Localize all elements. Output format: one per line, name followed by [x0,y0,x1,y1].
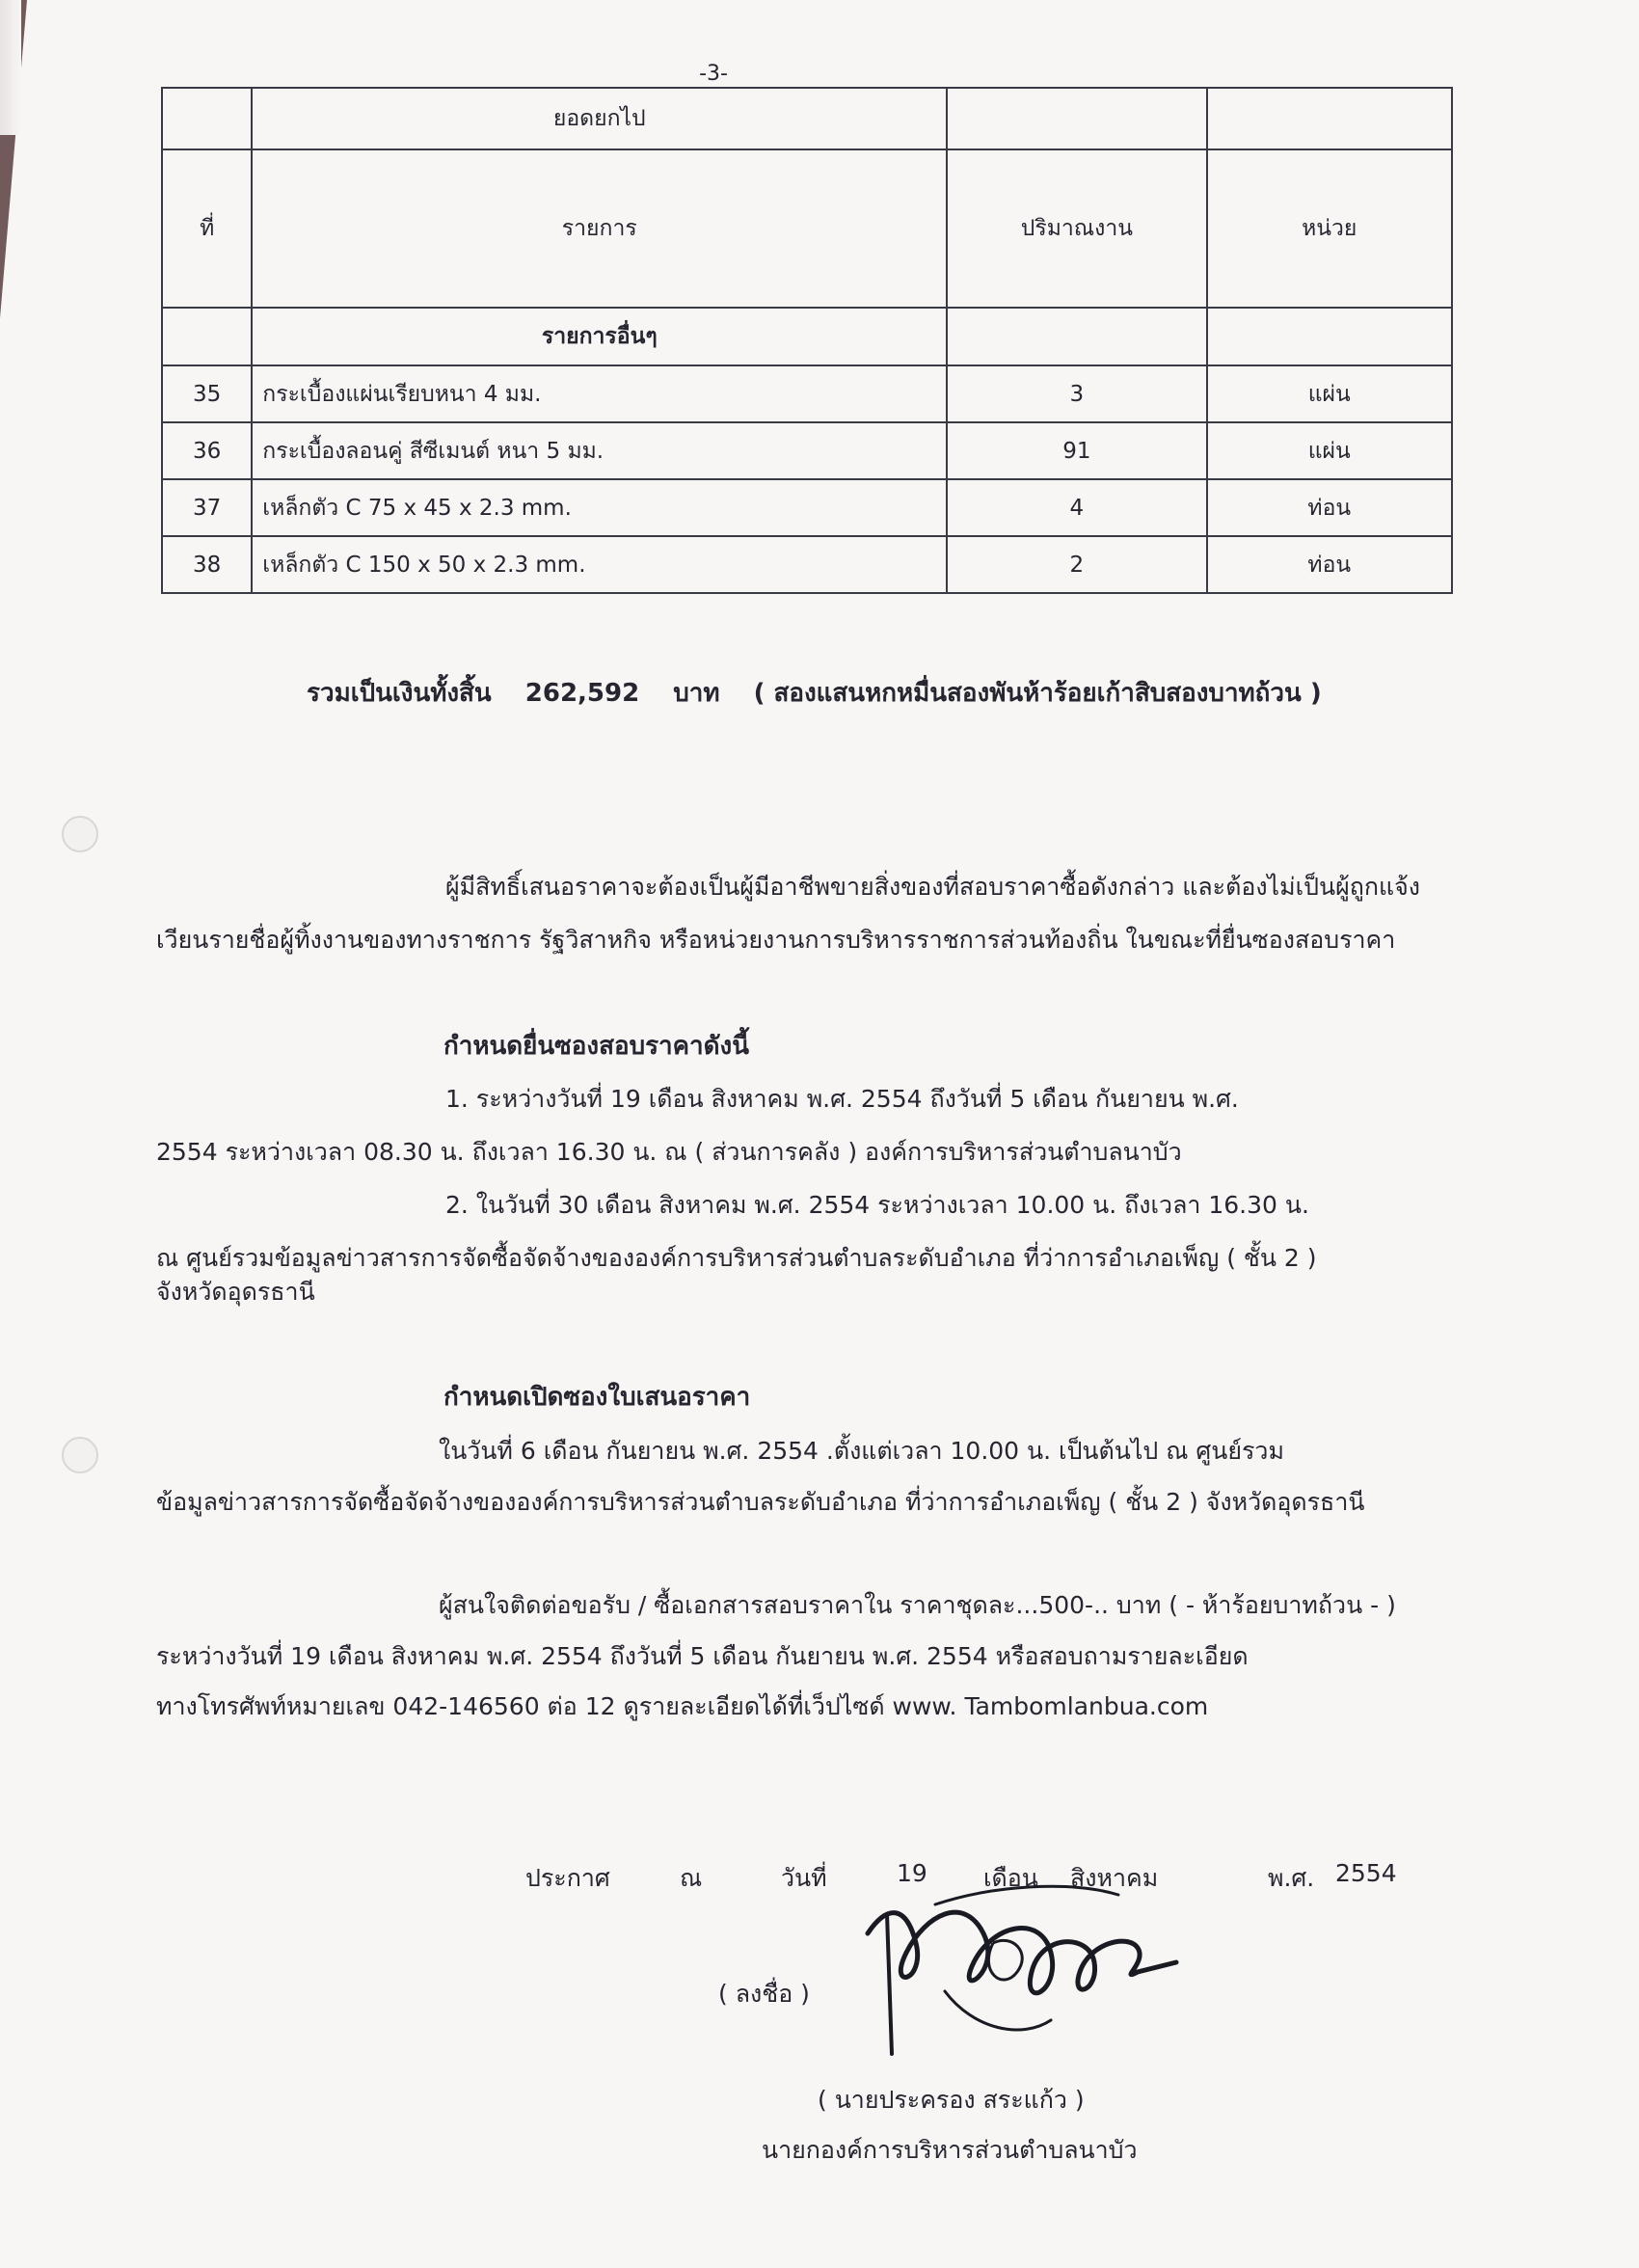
section-title: รายการอื่นๆ [252,308,947,365]
contact-line-1: ผู้สนใจติดต่อขอรับ / ซื้อเอกสารสอบราคาใน ราคาชุดละ...500-.. บาท ( - ห้าร้อยบาทถ้วน - ) [439,1591,1396,1619]
total-label: รวมเป็นเงินทั้งสิ้น [307,679,492,708]
row-item: กระเบื้องแผ่นเรียบหนา 4 มม. [252,365,947,422]
page-corner-highlight [0,0,21,135]
opening-heading: กำหนดเปิดซองใบเสนอราคา [443,1383,751,1412]
header-unit: หน่วย [1207,149,1452,308]
carry-forward-row [162,88,1452,149]
announcement-year-label: พ.ศ. [1268,1864,1315,1892]
row-no: 38 [162,536,252,593]
contact-line-2: ระหว่างวันที่ 19 เดือน สิงหาคม พ.ศ. 2554 ถึงวันที่ 5 เดือน กันยายน พ.ศ. 2554 หรือสอบถามรายละเอียด [156,1642,1249,1670]
submission-item2-line3: จังหวัดอุดรธานี [156,1278,315,1306]
submission-item1-line2: 2554 ระหว่างเวลา 08.30 น. ถึงเวลา 16.30 น. ณ ( ส่วนการคลัง ) องค์การบริหารส่วนตำบลนาบัว [156,1138,1182,1166]
header-no: ที่ [162,149,252,308]
row-no: 35 [162,365,252,422]
signatory-name: ( นายประครอง สระแก้ว ) [818,2086,1085,2114]
eligibility-line-1: ผู้มีสิทธิ์เสนอราคาจะต้องเป็นผู้มีอาชีพขายสิ่งของที่สอบราคาซื้อดังกล่าว และต้องไม่เป็นผู้ถูกแจ้ง [445,873,1420,901]
submission-item1-line1: 1. ระหว่างวันที่ 19 เดือน สิงหาคม พ.ศ. 2554 ถึงวันที่ 5 เดือน กันยายน พ.ศ. [445,1085,1239,1113]
header-item: รายการ [252,149,947,308]
announcement-date-label: วันที่ [781,1864,827,1892]
submission-item2-line2: ณ ศูนย์รวมข้อมูลข่าวสารการจัดซื้อจัดจ้างขององค์การบริหารส่วนตำบลระดับอำเภอ ที่ว่าการอำเภอเพ็ญ ( ชั้น 2 ) [156,1244,1317,1272]
submission-item2-line1: 2. ในวันที่ 30 เดือน สิงหาคม พ.ศ. 2554 ระหว่างเวลา 10.00 น. ถึงเวลา 16.30 น. [445,1191,1309,1219]
row-no: 37 [162,479,252,536]
total-currency: บาท [673,679,720,708]
row-unit: ท่อน [1207,479,1452,536]
row-item: กระเบื้องลอนคู่ สีซีเมนต์ หนา 5 มม. [252,422,947,479]
section-row [162,308,1452,365]
row-quantity: 91 [947,422,1206,479]
row-item: เหล็กตัว C 150 x 50 x 2.3 mm. [252,536,947,593]
carry-forward-label: ยอดยกไป [252,88,947,149]
signature-label: ( ลงชื่อ ) [718,1980,810,2008]
contact-line-3: ทางโทรศัพท์หมายเลข 042-146560 ต่อ 12 ดูรายละเอียดได้ที่เว็ปไซด์ www. Tambomlanbua.com [156,1692,1209,1720]
total-amount: 262,592 [524,679,640,708]
announcement-month-label: เดือน [983,1864,1038,1892]
row-quantity: 3 [947,365,1206,422]
signatory-position: นายกองค์การบริหารส่วนตำบลนาบัว [762,2136,1138,2164]
announcement-day: 19 [897,1859,927,1887]
row-quantity: 2 [947,536,1206,593]
row-quantity: 4 [947,479,1206,536]
table-row [162,365,1452,422]
total-in-words: ( สองแสนหกหมื่นสองพันห้าร้อยเก้าสิบสองบาทถ้วน ) [753,679,1322,708]
row-item: เหล็กตัว C 75 x 45 x 2.3 mm. [252,479,947,536]
opening-line-2: ข้อมูลข่าวสารการจัดซื้อจัดจ้างขององค์การบริหารส่วนตำบลระดับอำเภอ ที่ว่าการอำเภอเพ็ญ ( ชั้น 2 ) จังหวัดอุดรธานี [156,1488,1365,1516]
announcement-month: สิงหาคม [1070,1864,1159,1892]
punch-hole-bottom [62,1437,98,1473]
grand-total [307,673,1347,713]
announcement-at: ณ [680,1864,703,1892]
table-row [162,536,1452,593]
row-unit: ท่อน [1207,536,1452,593]
table-row [162,422,1452,479]
table-row [162,479,1452,536]
row-unit: แผ่น [1207,422,1452,479]
row-unit: แผ่น [1207,365,1452,422]
handwritten-signature [848,1876,1196,2059]
page-number: -3- [699,62,728,86]
announcement-year: 2554 [1335,1859,1397,1887]
opening-line-1: ในวันที่ 6 เดือน กันยายน พ.ศ. 2554 .ตั้งแต่เวลา 10.00 น. เป็นต้นไป ณ ศูนย์รวม [439,1437,1284,1465]
eligibility-line-2: เวียนรายชื่อผู้ทิ้งงานของทางราชการ รัฐวิสาหกิจ หรือหน่วยงานการบริหารราชการส่วนท้องถิ่น ในขณะที่ยื่นซองสอบราคา [156,926,1396,954]
items-table [161,87,1453,594]
announcement-label: ประกาศ [525,1864,610,1892]
row-no: 36 [162,422,252,479]
submission-heading: กำหนดยื่นซองสอบราคาดังนี้ [443,1032,750,1061]
table-header-row [162,149,1452,308]
punch-hole-top [62,816,98,852]
header-quantity: ปริมาณงาน [947,149,1206,308]
